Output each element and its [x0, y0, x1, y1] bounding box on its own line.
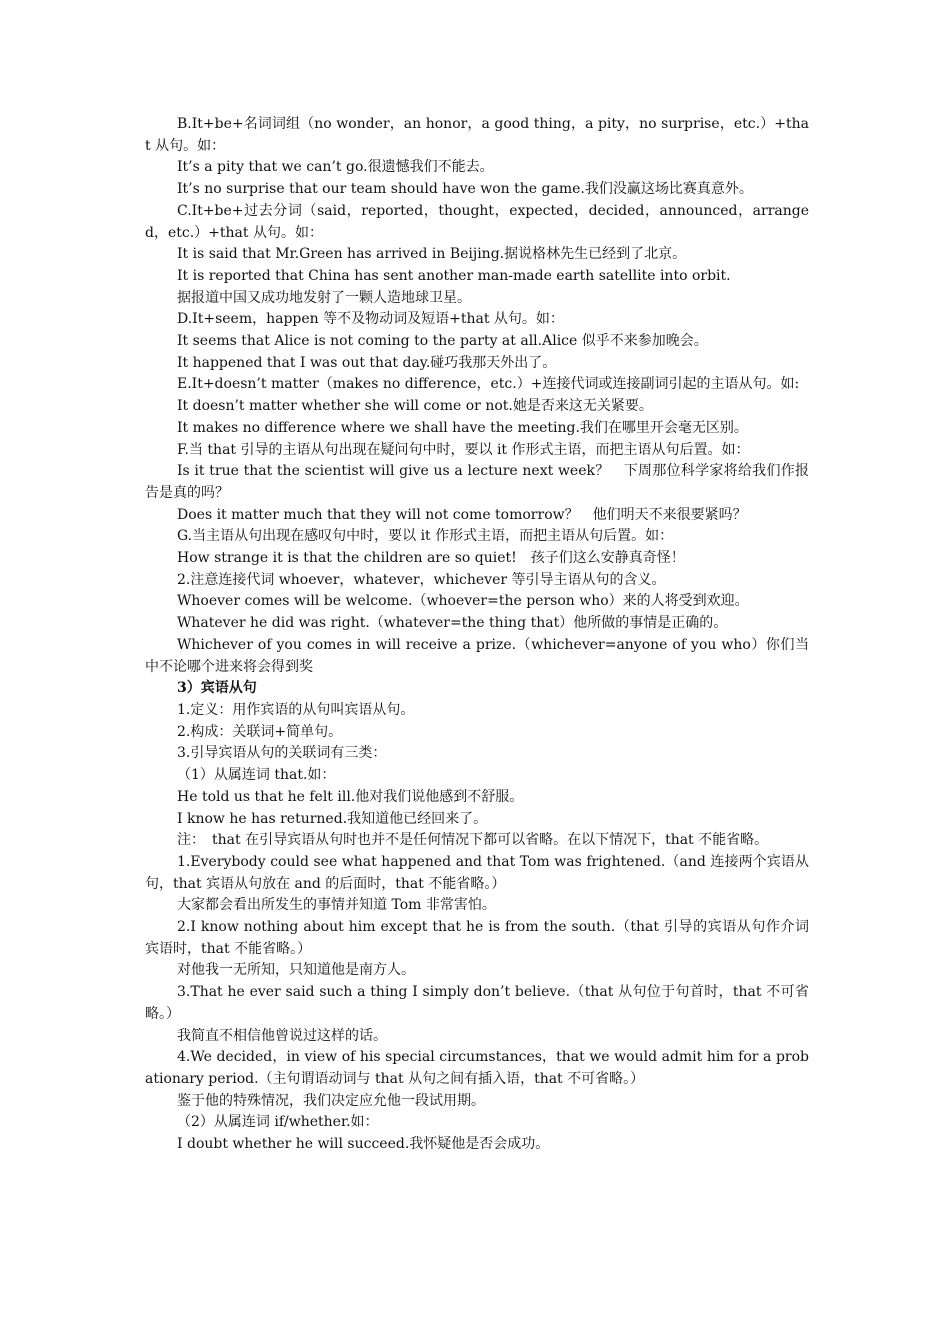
paragraph: 注： that 在引导宾语从句时也并不是任何情况下都可以省略。在以下情况下，that 不能省略。 [177, 832, 769, 849]
paragraph: 3.That he ever said such a thing I simply don’t believe.（that 从句位于句首时，that 不可省略。） [145, 984, 809, 1022]
document-page [145, 114, 809, 1156]
paragraph: 2.I know nothing about him except that he is from the south.（that 引导的宾语从句作介词宾语时，that 不能省略。） [145, 919, 809, 957]
paragraph: E.It+doesn’t matter（makes no difference，etc.）+连接代词或连接副词引起的主语从句。如: [177, 376, 800, 393]
paragraph: D.It+seem，happen 等不及物动词及短语+that 从句。如： [177, 311, 564, 328]
paragraph: Is it true that the scientist will give us a lecture next week？ 下周那位科学家将给我们作报告是真的吗？ [145, 463, 809, 501]
paragraph: 4.We decided，in view of his special circumstances，that we would admit him for a probationary period.（主句谓语动词与 that 从句之间有插入语，that 不可省略。） [145, 1049, 809, 1087]
paragraph: 3.引导宾语从句的关联词有三类： [177, 745, 387, 762]
paragraph: I doubt whether he will succeed.我怀疑他是否会成功。 [177, 1136, 550, 1153]
paragraph: It’s no surprise that our team should have won the game.我们没赢这场比赛真意外。 [177, 181, 753, 198]
paragraph: Whichever of you comes in will receive a prize.（whichever=anyone of you who）你们当中不论哪个进来将会得到奖 [145, 636, 809, 675]
paragraph: He told us that he felt ill.他对我们说他感到不舒服。 [177, 788, 524, 805]
paragraph: 鉴于他的特殊情况，我们决定应允他一段试用期。 [177, 1092, 485, 1109]
paragraph: I know he has returned.我知道他已经回来了。 [177, 810, 488, 827]
paragraph: 1.定义：用作宾语的从句叫宾语从句。 [177, 701, 415, 718]
paragraph: 2.注意连接代词 whoever，whatever，whichever 等引导主语从句的含义。 [177, 571, 666, 588]
paragraph: Does it matter much that they will not come tomorrow？ 他们明天不来很要紧吗？ [177, 506, 747, 523]
paragraph: 2.构成：关联词+简单句。 [177, 723, 343, 740]
paragraph: It happened that I was out that day.碰巧我那天外出了。 [177, 354, 557, 371]
paragraph: 据报道中国又成功地发射了一颗人造地球卫星。 [177, 289, 471, 306]
paragraph: 我简直不相信他曾说过这样的话。 [177, 1027, 387, 1044]
paragraph: How strange it is that the children are so quiet! 孩子们这么安静真奇怪！ [177, 550, 685, 567]
paragraph: Whatever he did was right.（whatever=the thing that）他所做的事情是正确的。 [177, 615, 728, 632]
paragraph: It is reported that China has sent another man-made earth satellite into orbit. [177, 267, 731, 284]
paragraph: G.当主语从句出现在感叹句中时，要以 it 作形式主语，而把主语从句后置。如： [177, 528, 674, 545]
paragraph: 大家都会看出所发生的事情并知道 Tom 非常害怕。 [177, 897, 496, 914]
paragraph: （2）从属连词 if/whether.如： [177, 1114, 379, 1131]
paragraph: B.It+be+名词词组（no wonder，an honor，a good thing，a pity，no surprise，etc.）+that 从句。如： [145, 116, 809, 154]
paragraph: It’s a pity that we can’t go.很遗憾我们不能去。 [177, 159, 494, 176]
paragraph: It is said that Mr.Green has arrived in Beijing.据说格林先生已经到了北京。 [177, 246, 687, 263]
paragraph: F.当 that 引导的主语从句出现在疑问句中时，要以 it 作形式主语，而把主语从句后置。如： [177, 441, 750, 458]
paragraph: 对他我一无所知，只知道他是南方人。 [177, 962, 415, 979]
paragraph: It makes no difference where we shall have the meeting.我们在哪里开会毫无区别。 [177, 419, 748, 436]
paragraph: 1.Everybody could see what happened and that Tom was frightened.（and 连接两个宾语从句，that 宾语从句放在 and 的后面时，that 不能省略。） [145, 853, 809, 892]
paragraph: （1）从属连词 that.如： [177, 767, 336, 784]
paragraph: It doesn’t matter whether she will come or not.她是否来这无关紧要。 [177, 398, 653, 415]
paragraph: C.It+be+过去分词（said，reported，thought，expected，decided，announced，arranged，etc.）+that 从句。如： [145, 202, 809, 241]
paragraph: Whoever comes will be welcome.（whoever=the person who）来的人将受到欢迎。 [177, 593, 749, 610]
section-heading: 3）宾语从句 [177, 680, 257, 697]
paragraph: It seems that Alice is not coming to the party at all.Alice 似乎不来参加晚会。 [177, 333, 708, 350]
